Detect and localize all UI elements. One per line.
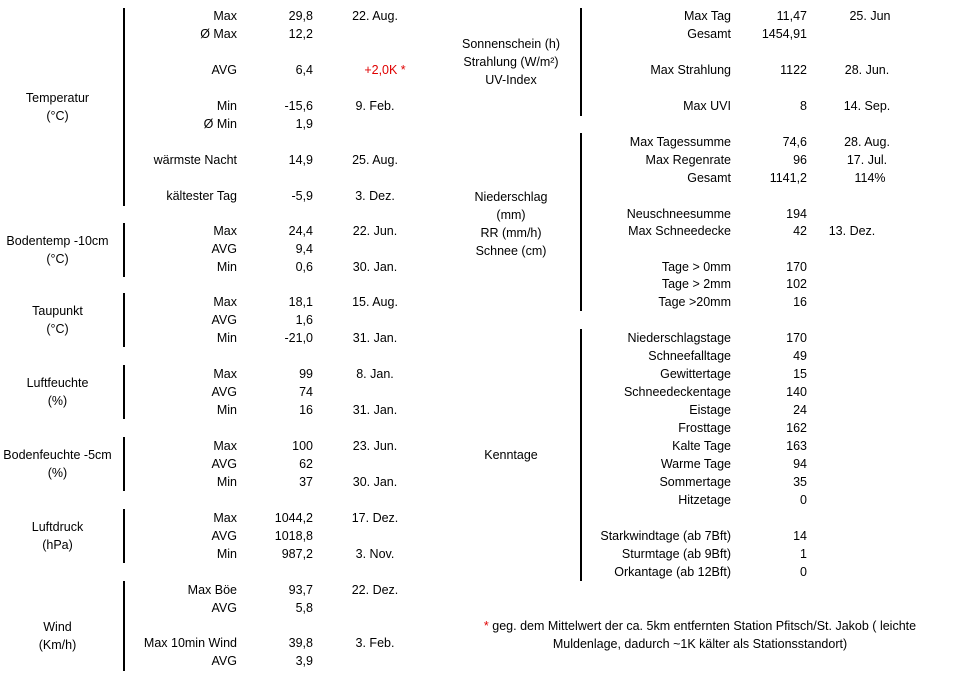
- row-label: Min: [216, 475, 237, 489]
- row-value: 0: [800, 493, 807, 507]
- row-label: Max Böe: [187, 583, 237, 597]
- row-value: 42: [793, 224, 807, 238]
- row-label: Max Tag: [683, 9, 731, 23]
- row-value: 6,4: [295, 63, 313, 77]
- row-value: 29,8: [288, 9, 313, 23]
- category-temperature: [0, 89, 115, 125]
- row-value: 16: [793, 295, 807, 309]
- row-label: Max UVI: [683, 99, 731, 113]
- footnote-text-line1: geg. dem Mittelwert der ca. 5km entfernten Station Pfitsch/St. Jakob ( leichte: [492, 619, 917, 633]
- row-label: Min: [216, 331, 237, 345]
- divider-humidity: [123, 365, 125, 419]
- row-value: 12,2: [288, 27, 313, 41]
- category-unit: (%): [47, 394, 68, 408]
- row-value: 62: [299, 457, 313, 471]
- category-title: Kenntage: [484, 448, 538, 462]
- row-value: 1454,91: [761, 27, 807, 41]
- row-value: 14: [793, 529, 807, 543]
- category-unit: (mm): [496, 208, 526, 222]
- row-value: -5,9: [291, 189, 313, 203]
- category-title: Temperatur: [25, 91, 90, 105]
- row-date: 13. Dez.: [828, 224, 876, 238]
- divider-soiltemp: [123, 223, 125, 277]
- row-value: 140: [786, 385, 807, 399]
- category-days: [440, 446, 582, 464]
- row-date: 28. Aug.: [844, 135, 890, 149]
- row-label: Max: [213, 367, 237, 381]
- category-unit: (°C): [46, 322, 69, 336]
- row-label: Kalte Tage: [672, 439, 731, 453]
- row-label: Min: [216, 260, 237, 274]
- row-label: Max: [213, 511, 237, 525]
- row-label: Niederschlagstage: [627, 331, 731, 345]
- row-value: 1044,2: [274, 511, 313, 525]
- row-date: 30. Jan.: [352, 260, 398, 274]
- row-date: 14. Sep.: [843, 99, 891, 113]
- row-date: 25. Jun: [849, 9, 891, 23]
- row-value: 15: [793, 367, 807, 381]
- row-label: Max: [213, 9, 237, 23]
- row-value: -15,6: [284, 99, 313, 113]
- row-date: 17. Jul.: [846, 153, 888, 167]
- row-value: 1141,2: [769, 171, 807, 185]
- row-value: 8: [800, 99, 807, 113]
- row-label: AVG: [211, 242, 237, 256]
- row-value: 35: [793, 475, 807, 489]
- row-label: Min: [216, 403, 237, 417]
- row-value: 5,8: [295, 601, 313, 615]
- row-value: 170: [786, 331, 807, 345]
- row-label: Max Tagessumme: [629, 135, 731, 149]
- category-title: Strahlung (W/m²): [463, 55, 559, 69]
- row-value: 74: [299, 385, 313, 399]
- row-label: Min: [216, 547, 237, 561]
- category-unit: (%): [47, 466, 68, 480]
- row-value: 14,9: [288, 153, 313, 167]
- category-title: Taupunkt: [32, 304, 83, 318]
- row-value: 39,8: [288, 636, 313, 650]
- category-title: UV-Index: [485, 73, 537, 87]
- footnote: [440, 617, 960, 653]
- category-sun: [440, 35, 582, 89]
- row-label: AVG: [211, 385, 237, 399]
- row-label: Max Schneedecke: [628, 224, 731, 238]
- category-unit: (°C): [46, 252, 69, 266]
- row-label: Neuschneesumme: [626, 207, 731, 221]
- row-label: Sommertage: [659, 475, 731, 489]
- row-label: Max Strahlung: [650, 63, 731, 77]
- footnote-text-line2: Muldenlage, dadurch ~1K kälter als Stationsstandort): [552, 637, 848, 651]
- category-unit: (Km/h): [38, 638, 77, 652]
- category-dewpoint: [0, 302, 115, 338]
- category-title: RR (mm/h): [480, 226, 542, 240]
- category-humidity: [0, 374, 115, 410]
- category-title: Sonnenschein (h): [462, 37, 560, 51]
- row-date: 9. Feb.: [355, 99, 395, 113]
- category-unit: (hPa): [42, 538, 73, 552]
- category-title: Schnee (cm): [475, 244, 547, 258]
- row-label: Schneefalltage: [648, 349, 731, 363]
- row-label: Tage > 2mm: [661, 277, 731, 291]
- row-label: Min: [216, 99, 237, 113]
- row-date: 23. Jun.: [352, 439, 398, 453]
- row-date: 22. Jun.: [352, 224, 398, 238]
- row-label: Starkwindtage (ab 7Bft): [600, 529, 731, 543]
- row-label: Hitzetage: [678, 493, 731, 507]
- category-title: Wind: [43, 620, 72, 634]
- divider-pressure: [123, 509, 125, 563]
- row-label: AVG: [211, 601, 237, 615]
- row-value: 16: [299, 403, 313, 417]
- row-date: 22. Aug.: [352, 9, 398, 23]
- row-value: 170: [786, 260, 807, 274]
- row-date: 17. Dez.: [351, 511, 399, 525]
- row-date: 3. Nov.: [355, 547, 395, 561]
- row-value: 162: [786, 421, 807, 435]
- category-precip: [440, 188, 582, 260]
- row-value: 0: [800, 565, 807, 579]
- row-date: 25. Aug.: [352, 153, 398, 167]
- row-value: 1122: [780, 63, 807, 77]
- row-date: 15. Aug.: [352, 295, 398, 309]
- divider-temperature: [123, 8, 125, 206]
- divider-soilmoisture: [123, 437, 125, 491]
- row-label: AVG: [211, 63, 237, 77]
- row-date: 31. Jan.: [352, 331, 398, 345]
- category-title: Bodenfeuchte -5cm: [3, 448, 112, 462]
- row-value: 74,6: [782, 135, 807, 149]
- divider-wind: [123, 581, 125, 671]
- row-label: AVG: [211, 529, 237, 543]
- row-date: 30. Jan.: [352, 475, 398, 489]
- row-label: Max Regenrate: [645, 153, 731, 167]
- category-title: Luftdruck: [31, 520, 84, 534]
- anomaly-value: +2,0K *: [364, 63, 406, 77]
- row-value: 96: [793, 153, 807, 167]
- row-label: Max: [213, 224, 237, 238]
- row-label: kältester Tag: [166, 189, 237, 203]
- row-value: 3,9: [295, 654, 313, 668]
- row-date: 28. Jun.: [844, 63, 890, 77]
- row-label: Gewittertage: [660, 367, 731, 381]
- category-title: Niederschlag: [474, 190, 548, 204]
- category-title: Luftfeuchte: [26, 376, 89, 390]
- row-date: 31. Jan.: [352, 403, 398, 417]
- row-value: 18,1: [288, 295, 313, 309]
- category-title: Bodentemp -10cm: [6, 234, 109, 248]
- row-label: Max 10min Wind: [143, 636, 237, 650]
- category-unit: (°C): [46, 109, 69, 123]
- row-label: Gesamt: [687, 27, 731, 41]
- row-value: 102: [786, 277, 807, 291]
- row-label: Ø Min: [203, 117, 237, 131]
- row-value: -21,0: [284, 331, 313, 345]
- row-date: 3. Feb.: [355, 636, 395, 650]
- row-label: Sturmtage (ab 9Bft): [621, 547, 731, 561]
- category-pressure: [0, 518, 115, 554]
- row-label: Tage > 0mm: [661, 260, 731, 274]
- row-label: Schneedeckentage: [623, 385, 731, 399]
- divider-dewpoint: [123, 293, 125, 347]
- row-value: 0,6: [295, 260, 313, 274]
- row-label: Max: [213, 295, 237, 309]
- row-value: 163: [786, 439, 807, 453]
- row-value: 37: [299, 475, 313, 489]
- category-soilmoisture: [0, 446, 115, 482]
- row-date: 22. Dez.: [351, 583, 399, 597]
- row-value: 1: [800, 547, 807, 561]
- row-value: 49: [793, 349, 807, 363]
- row-label: Max: [213, 439, 237, 453]
- row-date: 8. Jan.: [356, 367, 394, 381]
- row-label: AVG: [211, 313, 237, 327]
- row-value: 24: [793, 403, 807, 417]
- row-value: 93,7: [288, 583, 313, 597]
- row-label: Eistage: [689, 403, 731, 417]
- row-label: Frosttage: [678, 421, 731, 435]
- row-label: Tage >20mm: [658, 295, 731, 309]
- row-label: AVG: [211, 457, 237, 471]
- row-label: Warme Tage: [660, 457, 731, 471]
- row-value: 1,9: [295, 117, 313, 131]
- row-value: 24,4: [288, 224, 313, 238]
- row-value: 99: [299, 367, 313, 381]
- row-label: AVG: [211, 654, 237, 668]
- row-date: 3. Dez.: [355, 189, 395, 203]
- footnote-marker: *: [483, 619, 489, 633]
- row-value: 9,4: [295, 242, 313, 256]
- row-label: wärmste Nacht: [153, 153, 237, 167]
- row-label: Ø Max: [200, 27, 237, 41]
- row-value: 11,47: [776, 9, 807, 23]
- row-label: Gesamt: [687, 171, 731, 185]
- row-label: Orkantage (ab 12Bft): [614, 565, 731, 579]
- row-value: 1,6: [295, 313, 313, 327]
- category-wind: [0, 618, 115, 654]
- row-value: 987,2: [281, 547, 313, 561]
- row-value: 1018,8: [274, 529, 313, 543]
- category-soiltemp: [0, 232, 115, 268]
- row-value: 94: [793, 457, 807, 471]
- row-value: 100: [292, 439, 313, 453]
- row-value: 194: [786, 207, 807, 221]
- row-percent: 114%: [854, 171, 886, 185]
